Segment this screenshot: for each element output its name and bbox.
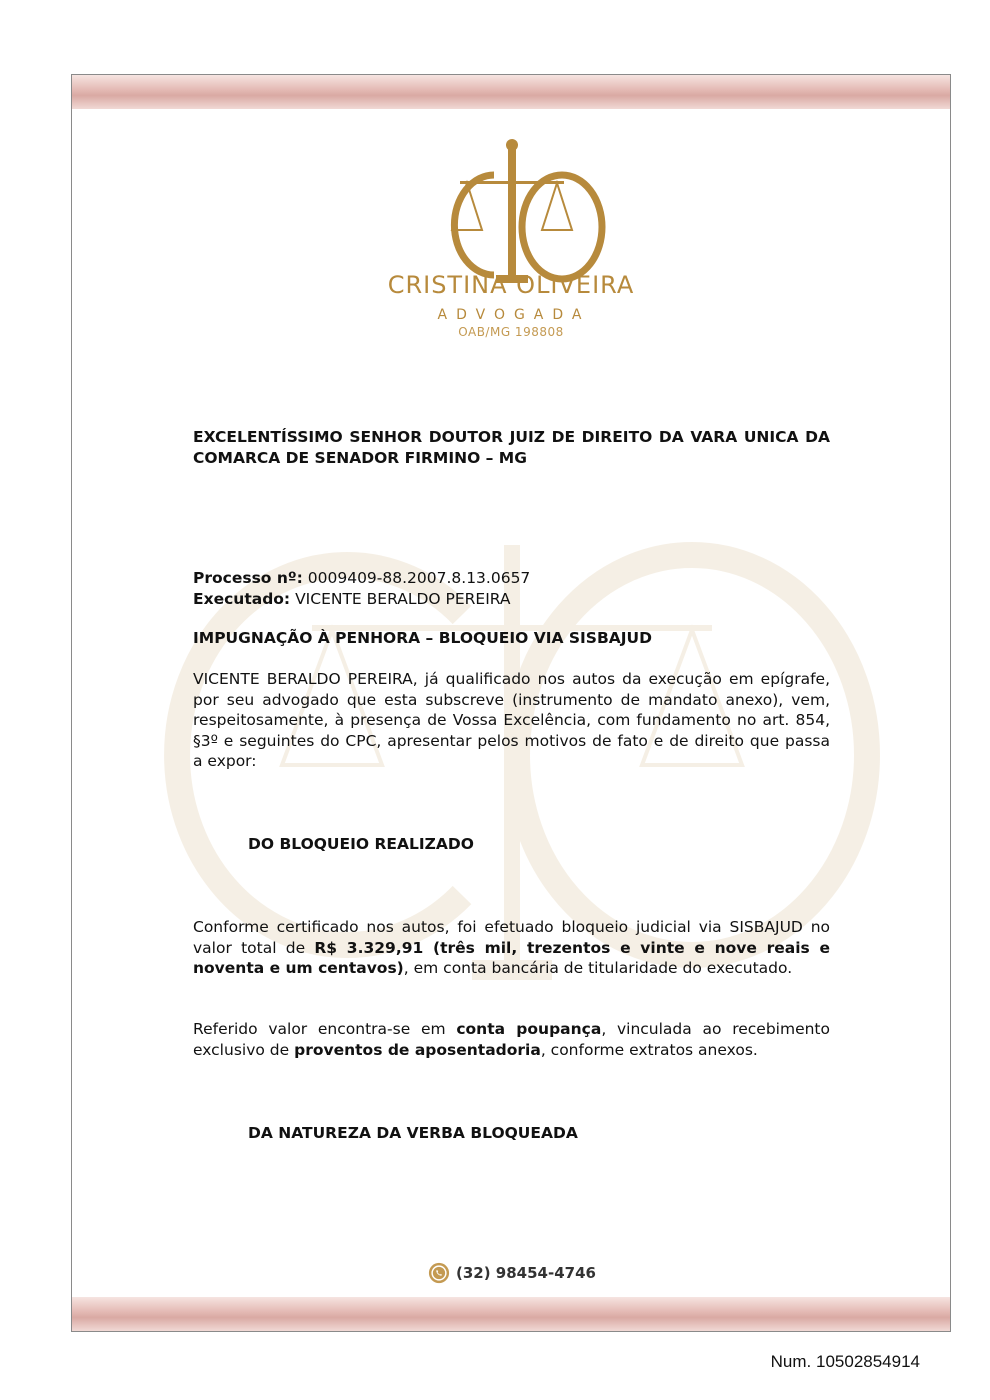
phone-number: (32) 98454-4746 [456,1264,596,1282]
section-heading-bloqueio: DO BLOQUEIO REALIZADO [248,835,474,853]
letterhead-title: ADVOGADA [437,307,591,323]
document-page [71,74,951,1332]
para1-text-end: , em conta bancária de titularidade do executado. [403,959,793,977]
process-line [193,568,830,589]
paragraph-savings-account [193,1019,830,1060]
para2-text: Referido valor encontra-se em [193,1020,457,1038]
debtor-label: Executado: [193,589,291,608]
intro-paragraph: VICENTE BERALDO PEREIRA, já qualificado nos autos da execução em epígrafe, por seu advogado que esta subscreve (instrumento de mandato anexo), vem, respeitosamente, à presença de Vossa Excelência, com fundamento no art. 854, §3º e seguintes do CPC, apresentar pelos motivos de fato e de direito que passa a expor: [193,670,830,770]
header-band [72,75,950,109]
document-number: Num. 10502854914 [770,1352,920,1371]
court-address: EXCELENTÍSSIMO SENHOR DOUTOR JUIZ DE DIREITO DA VARA UNICA DA COMARCA DE SENADOR FIRMINO – MG [193,428,830,467]
petition-subject: IMPUGNAÇÃO À PENHORA – BLOQUEIO VIA SISBAJUD [193,629,652,647]
para1-text: Conforme certificado nos autos, foi efetuado bloqueio judicial via SISBAJUD no valor total de [193,918,830,957]
para2-text-mid: , vinculada ao recebimento exclusivo de [193,1020,830,1059]
para2-account-type: conta poupança [456,1020,602,1038]
process-label: Processo nº: [193,569,303,587]
debtor-line [193,589,830,610]
para1-amount: R$ 3.329,91 (três mil, trezentos e vinte e nove reais e noventa e um centavos) [193,938,830,977]
whatsapp-icon [428,1262,450,1284]
section-heading-natureza: DA NATUREZA DA VERBA BLOQUEADA [248,1124,578,1142]
para2-income-type: proventos de aposentadoria [294,1040,541,1059]
debtor-value: VICENTE BERALDO PEREIRA [290,589,511,608]
paragraph-blocked-amount [193,917,830,979]
letterhead-name: CRISTINA OLIVEIRA [387,271,635,299]
process-value: 0009409-88.2007.8.13.0657 [302,569,531,587]
footer-contact [428,1261,596,1285]
footer-band [72,1297,950,1331]
para2-text-end: , conforme extratos anexos. [540,1040,758,1059]
case-info [193,568,830,609]
letterhead-oab: OAB/MG 198808 [458,325,564,339]
